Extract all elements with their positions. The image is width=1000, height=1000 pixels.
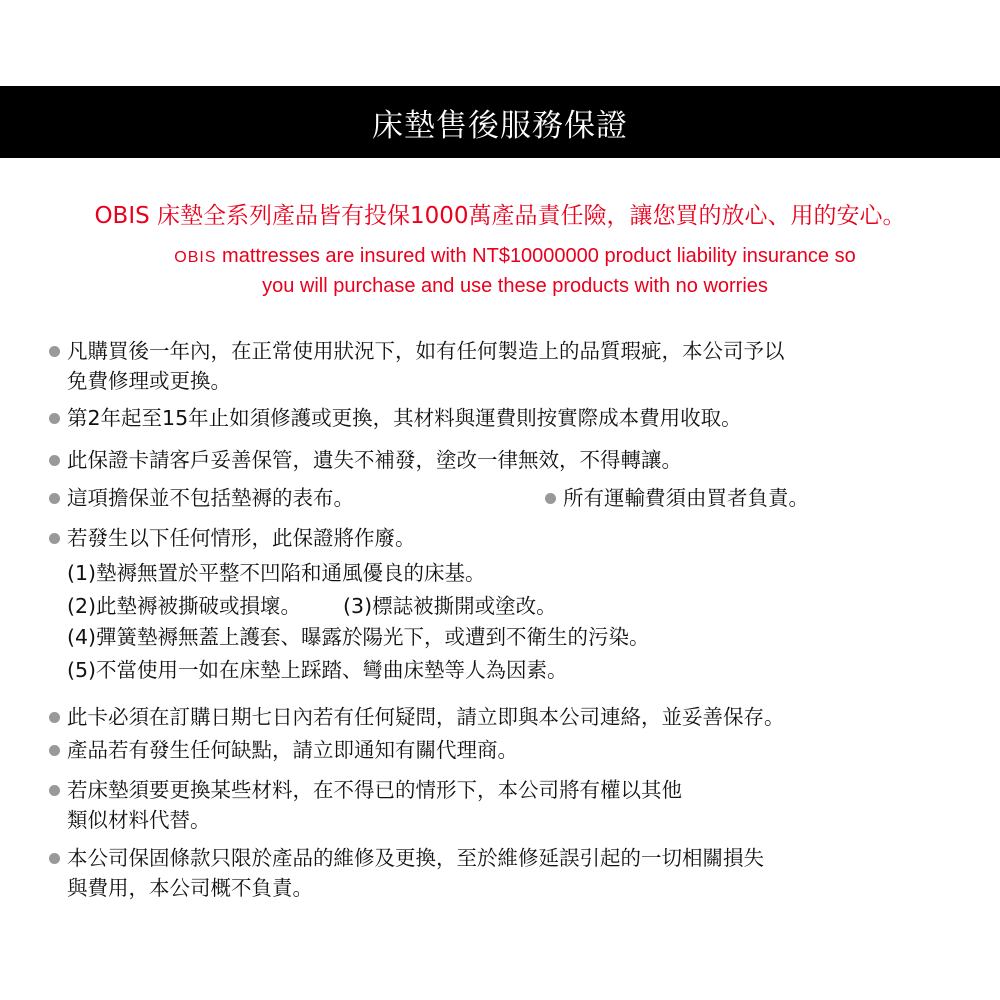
- void-condition-4: (4)彈簧墊褥無蓋上護套、曝露於陽光下，或遭到不衛生的污染。: [67, 625, 650, 649]
- bullet-icon: [49, 853, 60, 864]
- void-condition-3: (3)標誌被撕開或塗改。: [343, 594, 557, 618]
- bullet-icon: [49, 533, 60, 544]
- bullet-icon: [49, 785, 60, 796]
- term-text: 免費修理或更換。: [67, 369, 231, 393]
- term-text: 凡購買後一年內，在正常使用狀況下，如有任何製造上的品質瑕疵，本公司予以: [67, 339, 785, 363]
- term-item-6: [49, 702, 969, 732]
- term-item-8: [49, 775, 969, 835]
- void-condition-2: (2)此墊褥被撕破或損壞。: [67, 594, 302, 618]
- term-text: 此卡必須在訂購日期七日內若有任何疑問，請立即與本公司連絡，並妥善保存。: [67, 705, 785, 729]
- bullet-icon: [49, 346, 60, 357]
- term-item-2: [49, 403, 969, 433]
- term-item-1: [49, 336, 969, 396]
- bullet-icon: [49, 493, 60, 504]
- term-text: 第2年起至15年止如須修護或更換，其材料與運費則按實際成本費用收取。: [67, 406, 742, 430]
- term-text: 類似材料代替。: [67, 808, 211, 832]
- bullet-icon: [49, 455, 60, 466]
- bullet-icon: [49, 413, 60, 424]
- void-condition-1: (1)墊褥無置於平整不凹陷和通風優良的床基。: [67, 561, 486, 585]
- term-item-7: [49, 735, 969, 765]
- term-item-4a: [49, 483, 489, 513]
- term-item-4b: [545, 483, 945, 513]
- term-text: 若床墊須要更換某些材料，在不得已的情形下，本公司將有權以其他: [67, 778, 682, 802]
- title-banner: [0, 86, 1000, 158]
- term-text: 這項擔保並不包括墊褥的表布。: [67, 486, 354, 510]
- term-item-5: [49, 523, 969, 553]
- term-item-9: [49, 843, 969, 903]
- term-text: 產品若有發生任何缺點，請立即通知有關代理商。: [67, 738, 518, 762]
- bullet-icon: [49, 712, 60, 723]
- term-text: 所有運輸費須由買者負責。: [563, 486, 809, 510]
- page-title: 床墊售後服務保證: [372, 107, 628, 144]
- bullet-icon: [49, 745, 60, 756]
- void-condition-row: [67, 591, 557, 621]
- term-text: 與費用，本公司概不負責。: [67, 876, 313, 900]
- insurance-note-en-text1: mattresses are insured with NT$10000000 product liability insurance so: [216, 245, 856, 267]
- insurance-note-en: [0, 242, 1000, 300]
- bullet-icon: [545, 493, 556, 504]
- term-text: 此保證卡請客戶妥善保管，遺失不補發，塗改一律無效，不得轉讓。: [67, 448, 682, 472]
- term-item-3: [49, 445, 969, 475]
- void-condition-5: (5)不當使用一如在床墊上踩踏、彎曲床墊等人為因素。: [67, 658, 568, 682]
- term-text: 本公司保固條款只限於產品的維修及更換，至於維修延誤引起的一切相關損失: [67, 846, 764, 870]
- insurance-note-zh: OBIS 床墊全系列產品皆有投保1000萬產品責任險，讓您買的放心、用的安心。: [94, 203, 906, 229]
- insurance-note-en-line1: [0, 242, 1000, 272]
- insurance-note-en-line2: you will purchase and use these products with no worries: [262, 275, 768, 297]
- term-text: 若發生以下任何情形，此保證將作廢。: [67, 526, 416, 550]
- brand-name: OBIS: [174, 249, 217, 266]
